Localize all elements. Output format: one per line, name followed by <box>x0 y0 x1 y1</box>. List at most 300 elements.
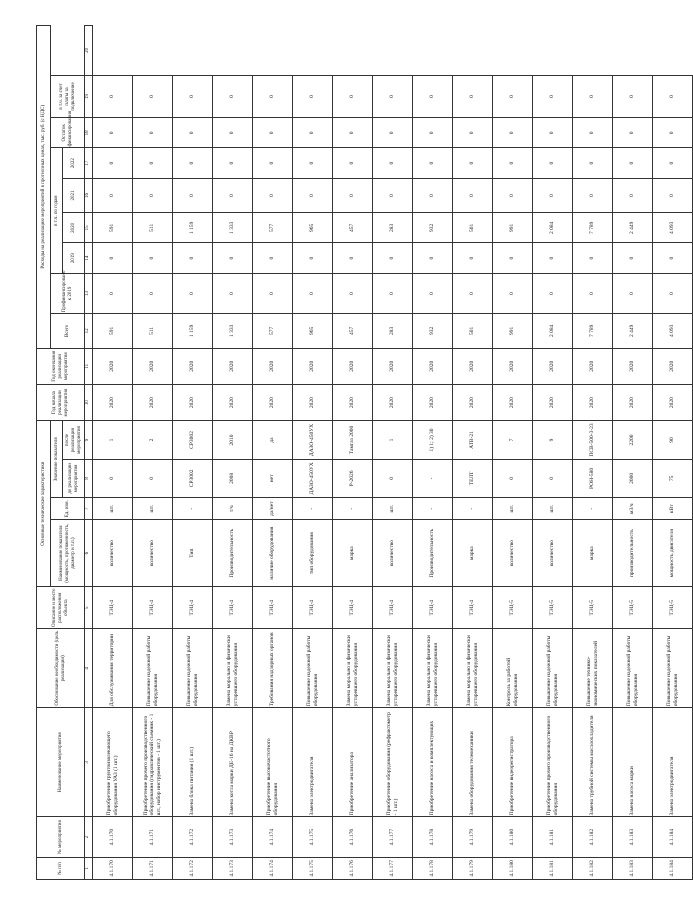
col-number: 5 <box>85 587 93 629</box>
row-remaining: 0 <box>613 118 653 148</box>
row-total: 501 <box>453 314 493 348</box>
row-before: CP3002 <box>173 459 213 497</box>
row-char-name: марка <box>573 520 613 587</box>
row-before: 2000 <box>613 459 653 497</box>
row-year-end: 2020 <box>453 348 493 384</box>
row-name: Замена котла марки ДЕ-16 на ДКВР <box>213 708 253 817</box>
row-remaining: 0 <box>333 118 373 148</box>
row-year-start: 2020 <box>653 384 693 420</box>
table-row <box>453 26 493 880</box>
row-incl: 0 <box>573 75 613 117</box>
row-name: Замена оборудования телемеханики <box>453 708 493 817</box>
row-code: 4.1.181 <box>533 817 573 857</box>
row-name: Замена электродвигателя <box>653 708 693 817</box>
row-2019: 0 <box>253 243 293 273</box>
row-year-start: 2020 <box>413 384 453 420</box>
row-2019: 0 <box>93 243 133 273</box>
row-2021: 0 <box>173 178 213 212</box>
table-row <box>253 26 293 880</box>
row-remaining: 0 <box>133 118 173 148</box>
row-2021: 0 <box>133 178 173 212</box>
row-object: ТЭЦ-4 <box>93 587 133 629</box>
table-row <box>493 26 533 880</box>
row-2020: 4 093 <box>653 213 693 243</box>
row-code: 4.1.176 <box>333 817 373 857</box>
row-remaining: 0 <box>173 118 213 148</box>
header-2021: 2021 <box>63 178 85 212</box>
row-year-end: 2020 <box>533 348 573 384</box>
row-remaining: 0 <box>253 118 293 148</box>
row-need: Контроль за работой оборудования <box>493 629 533 708</box>
header-object: Описание и место расположения объекта <box>37 587 85 629</box>
row-2022: 0 <box>653 148 693 178</box>
row-total: 591 <box>93 314 133 348</box>
row-name: Замена насоса марки <box>613 708 653 817</box>
column-number-row <box>85 26 93 880</box>
row-2022: 0 <box>213 148 253 178</box>
row-year-start: 2020 <box>133 384 173 420</box>
row-code: 4.1.174 <box>253 817 293 857</box>
row-2020: 591 <box>93 213 133 243</box>
row-char-name: количество <box>493 520 533 587</box>
row-remaining: 0 <box>413 118 453 148</box>
row-code: 4.1.182 <box>573 817 613 857</box>
row-total: 965 <box>293 314 333 348</box>
col-number: 4 <box>85 629 93 708</box>
row-need: Замена морально и физически устаревшего оборудования <box>213 629 253 708</box>
row-name: Приобретение анализатора <box>333 708 373 817</box>
row-2019: 0 <box>173 243 213 273</box>
row-year-start: 2020 <box>93 384 133 420</box>
row-total: 4 093 <box>653 314 693 348</box>
row-name: Замена трубной системы маслоохладителя <box>573 708 613 817</box>
row-remaining: 0 <box>493 118 533 148</box>
col-number: 20 <box>85 26 93 76</box>
row-need: Повышение надежной работы оборудования <box>133 629 173 708</box>
row-index: 4.1.170 <box>93 857 133 879</box>
col-number: 18 <box>85 118 93 148</box>
row-code: 4.1.184 <box>653 817 693 857</box>
row-2020: 1 159 <box>173 213 213 243</box>
row-2022: 0 <box>613 148 653 178</box>
table-row <box>333 26 373 880</box>
row-remaining: 0 <box>653 118 693 148</box>
header-unit: Ед. изм. <box>51 498 85 520</box>
row-unit: да/нет <box>253 498 293 520</box>
row-year-end: 2020 <box>653 348 693 384</box>
row-before: 0 <box>93 459 133 497</box>
row-2019: 0 <box>413 243 453 273</box>
row-incl: 0 <box>293 75 333 117</box>
row-char-name: Производительность <box>413 520 453 587</box>
row-unit: - <box>333 498 373 520</box>
row-char-name: количество <box>533 520 573 587</box>
row-financed: 0 <box>253 273 293 313</box>
row-year-end: 2020 <box>253 348 293 384</box>
row-object: ТЭЦ-4 <box>253 587 293 629</box>
row-name: Приобретение насоса и комплектующих <box>413 708 453 817</box>
row-2019: 0 <box>453 243 493 273</box>
row-total: 991 <box>493 314 533 348</box>
row-2022: 0 <box>373 148 413 178</box>
row-code: 4.1.183 <box>613 817 653 857</box>
row-2022: 0 <box>173 148 213 178</box>
row-year-start: 2020 <box>573 384 613 420</box>
row-2020: 991 <box>493 213 533 243</box>
row-remaining: 0 <box>93 118 133 148</box>
row-total: 932 <box>413 314 453 348</box>
row-after: 1) 1; 2) 30 <box>413 421 453 459</box>
row-remaining: 0 <box>213 118 253 148</box>
row-name: Приобретение прочего производственного оборудования <box>533 708 573 817</box>
col-number: 9 <box>85 421 93 459</box>
row-after: CP3002 <box>173 421 213 459</box>
row-2019: 0 <box>493 243 533 273</box>
row-index: 4.1.182 <box>573 857 613 879</box>
row-2021: 0 <box>493 178 533 212</box>
row-before: - <box>413 459 453 497</box>
row-unit: м3/ч <box>613 498 653 520</box>
header-year-start: Год начала реализации мероприятия <box>37 384 85 420</box>
header-after: после реализации мероприятия <box>63 421 85 459</box>
row-after: 1 <box>373 421 413 459</box>
row-unit: т/ч <box>213 498 253 520</box>
investment-program-table <box>36 25 693 880</box>
row-after: ПСВ-500-3-23 <box>573 421 613 459</box>
row-char-name: марка <box>333 520 373 587</box>
row-incl: 0 <box>253 75 293 117</box>
row-year-end: 2020 <box>493 348 533 384</box>
row-financed: 0 <box>653 273 693 313</box>
col-number: 11 <box>85 348 93 384</box>
row-name: Замена электродвигателя <box>293 708 333 817</box>
row-unit: шт. <box>93 498 133 520</box>
row-unit: - <box>173 498 213 520</box>
row-index: 4.1.173 <box>213 857 253 879</box>
row-2019: 0 <box>213 243 253 273</box>
row-need: Повышение надежной работы оборудования <box>533 629 573 708</box>
row-before: 0 <box>133 459 173 497</box>
row-name: Приобретение видеорегистратора <box>493 708 533 817</box>
header-2022: 2022 <box>63 148 85 178</box>
row-year-end: 2020 <box>133 348 173 384</box>
row-2022: 0 <box>493 148 533 178</box>
row-object: ТЭЦ-4 <box>173 587 213 629</box>
row-remaining: 0 <box>293 118 333 148</box>
row-incl: 0 <box>413 75 453 117</box>
row-code: 4.1.172 <box>173 817 213 857</box>
row-2021: 0 <box>333 178 373 212</box>
row-2021: 0 <box>453 178 493 212</box>
row-unit: шт. <box>533 498 573 520</box>
row-before: Р-2026 <box>333 459 373 497</box>
row-total: 2 084 <box>533 314 573 348</box>
row-index: 4.1.183 <box>613 857 653 879</box>
row-after: 2 <box>133 421 173 459</box>
row-char-name: Тип <box>173 520 213 587</box>
row-2019: 0 <box>133 243 173 273</box>
row-financed: 0 <box>93 273 133 313</box>
row-2019: 0 <box>333 243 373 273</box>
row-need: Повышение технико-экономических показателей <box>573 629 613 708</box>
row-before: 0 <box>373 459 413 497</box>
row-year-start: 2020 <box>253 384 293 420</box>
row-char-name: тип оборудования <box>293 520 333 587</box>
row-index: 4.1.174 <box>253 857 293 879</box>
row-financed: 0 <box>133 273 173 313</box>
row-need: Повышение надежной работы оборудования <box>613 629 653 708</box>
row-incl: 0 <box>333 75 373 117</box>
row-year-start: 2020 <box>453 384 493 420</box>
row-year-end: 2020 <box>93 348 133 384</box>
row-2021: 0 <box>573 178 613 212</box>
table-body <box>93 26 693 880</box>
row-year-end: 2020 <box>413 348 453 384</box>
row-financed: 0 <box>493 273 533 313</box>
row-code: 4.1.173 <box>213 817 253 857</box>
row-after: да <box>253 421 293 459</box>
row-2019: 0 <box>293 243 333 273</box>
row-year-start: 2020 <box>533 384 573 420</box>
row-index: 4.1.172 <box>173 857 213 879</box>
row-char-name: производительность <box>613 520 653 587</box>
row-incl: 0 <box>613 75 653 117</box>
row-financed: 0 <box>173 273 213 313</box>
row-object: ТЭЦ-4 <box>213 587 253 629</box>
row-char-name: марка <box>453 520 493 587</box>
row-char-name: мощность двигателя <box>653 520 693 587</box>
row-financed: 0 <box>613 273 653 313</box>
row-year-end: 2020 <box>613 348 653 384</box>
row-2021: 0 <box>253 178 293 212</box>
row-after: 9 <box>533 421 573 459</box>
row-financed: 0 <box>213 273 253 313</box>
row-year-start: 2020 <box>373 384 413 420</box>
row-before: нет <box>253 459 293 497</box>
row-object: ТЭЦ-5 <box>533 587 573 629</box>
row-unit: - <box>453 498 493 520</box>
row-year-start: 2020 <box>293 384 333 420</box>
row-object: ТЭЦ-4 <box>293 587 333 629</box>
row-2020: 932 <box>413 213 453 243</box>
row-2021: 0 <box>533 178 573 212</box>
row-index: 4.1.177 <box>373 857 413 879</box>
row-incl: 0 <box>373 75 413 117</box>
row-incl: 0 <box>93 75 133 117</box>
row-before: ДАЗО-450УХ <box>293 459 333 497</box>
row-object: ТЭЦ-5 <box>493 587 533 629</box>
row-need: Замена морально и физически устаревшего оборудования <box>333 629 373 708</box>
row-2021: 0 <box>653 178 693 212</box>
row-2020: 501 <box>453 213 493 243</box>
row-index: 4.1.180 <box>493 857 533 879</box>
row-before: 0 <box>533 459 573 497</box>
row-year-end: 2020 <box>373 348 413 384</box>
header-group-years: в т.ч. по годам <box>51 148 63 273</box>
header-group-tech: Основные технические характеристики <box>37 421 51 587</box>
row-unit: - <box>293 498 333 520</box>
row-financed: 0 <box>293 273 333 313</box>
row-total: 283 <box>373 314 413 348</box>
col-number: 8 <box>85 459 93 497</box>
col-number: 7 <box>85 498 93 520</box>
row-char-name: количество <box>93 520 133 587</box>
row-after: 2200 <box>613 421 653 459</box>
row-financed: 0 <box>453 273 493 313</box>
row-2022: 0 <box>413 148 453 178</box>
table-row <box>653 26 693 880</box>
row-incl: 0 <box>653 75 693 117</box>
row-total: 7 789 <box>573 314 613 348</box>
row-2021: 0 <box>93 178 133 212</box>
row-object: ТЭЦ-4 <box>373 587 413 629</box>
row-name: Приобретение высокочастотного оборудования <box>253 708 293 817</box>
row-2020: 2 449 <box>613 213 653 243</box>
row-year-start: 2020 <box>493 384 533 420</box>
row-code: 4.1.175 <box>293 817 333 857</box>
row-2020: 577 <box>253 213 293 243</box>
header-incl: в т.ч. за счет платы за подключение <box>51 75 85 117</box>
row-2021: 0 <box>293 178 333 212</box>
row-2022: 0 <box>293 148 333 178</box>
row-incl: 0 <box>493 75 533 117</box>
row-financed: 0 <box>333 273 373 313</box>
header-char-name: Наименование показателя (мощность, протяженность, диаметр и т.п.) <box>51 520 85 587</box>
table-row <box>373 26 413 880</box>
col-number: 19 <box>85 75 93 117</box>
col-number: 12 <box>85 314 93 348</box>
row-index: 4.1.181 <box>533 857 573 879</box>
rotated-table-container <box>36 25 679 880</box>
row-before: 75 <box>653 459 693 497</box>
row-2020: 283 <box>373 213 413 243</box>
row-year-end: 2020 <box>213 348 253 384</box>
row-year-end: 2020 <box>173 348 213 384</box>
row-remaining: 0 <box>453 118 493 148</box>
col-number: 3 <box>85 708 93 817</box>
table-row <box>173 26 213 880</box>
table-row <box>133 26 173 880</box>
row-object: ТЭЦ-5 <box>573 587 613 629</box>
row-2021: 0 <box>373 178 413 212</box>
row-2019: 0 <box>373 243 413 273</box>
header-financed: Профинансировано к 2019 <box>51 273 85 313</box>
row-char-name: Производительность <box>213 520 253 587</box>
row-code: 4.1.177 <box>373 817 413 857</box>
row-index: 4.1.171 <box>133 857 173 879</box>
row-object: ТЭЦ-4 <box>333 587 373 629</box>
row-char-name: количество <box>133 520 173 587</box>
row-financed: 0 <box>373 273 413 313</box>
col-number: 10 <box>85 384 93 420</box>
row-incl: 0 <box>453 75 493 117</box>
row-after: АТВ-21 <box>453 421 493 459</box>
row-code: 4.1.179 <box>453 817 493 857</box>
row-index: 4.1.178 <box>413 857 453 879</box>
row-need: Требования надзорных органов <box>253 629 293 708</box>
row-financed: 0 <box>533 273 573 313</box>
header-year-end: Год окончания реализации мероприятия <box>37 348 85 384</box>
row-remaining: 0 <box>533 118 573 148</box>
row-object: ТЭЦ-4 <box>453 587 493 629</box>
row-need: Повышение надежной работы оборудования <box>173 629 213 708</box>
row-after: Тамгаз 2000 <box>333 421 373 459</box>
row-total: 1 159 <box>173 314 213 348</box>
row-code: 4.1.171 <box>133 817 173 857</box>
row-after: ДАЗО-450УХ <box>293 421 333 459</box>
header-group-values: Значение показателя <box>51 421 63 498</box>
row-2019: 0 <box>613 243 653 273</box>
table-row <box>533 26 573 880</box>
col-number: 1 <box>85 857 93 879</box>
row-char-name: наличие оборудования <box>253 520 293 587</box>
header-num: № п/п <box>37 857 85 879</box>
table-row <box>293 26 333 880</box>
header-2019: 2019 <box>63 243 85 273</box>
row-need: Повышение надежной работы оборудования <box>293 629 333 708</box>
row-need: Повышение надежной работы оборудования <box>653 629 693 708</box>
row-2020: 2 084 <box>533 213 573 243</box>
row-name: Приобретение оборудования (рефрактометр - 1 шт.) <box>373 708 413 817</box>
row-2022: 0 <box>533 148 573 178</box>
row-remaining: 0 <box>573 118 613 148</box>
table-row <box>413 26 453 880</box>
row-total: 457 <box>333 314 373 348</box>
row-incl: 0 <box>173 75 213 117</box>
row-2022: 0 <box>333 148 373 178</box>
row-year-start: 2020 <box>333 384 373 420</box>
row-unit: шт. <box>373 498 413 520</box>
row-object: ТЭЦ-4 <box>413 587 453 629</box>
row-object: ТЭЦ-4 <box>133 587 173 629</box>
row-2019: 0 <box>533 243 573 273</box>
row-2019: 0 <box>653 243 693 273</box>
header-name: Наименование мероприятия <box>37 708 85 817</box>
row-need: Замена морально и физически устаревшего оборудования <box>413 629 453 708</box>
row-after: 90 <box>653 421 693 459</box>
row-year-start: 2020 <box>613 384 653 420</box>
header-code: № мероприятия <box>37 817 85 857</box>
row-2020: 511 <box>133 213 173 243</box>
row-index: 4.1.175 <box>293 857 333 879</box>
row-before: ТЕЛТ <box>453 459 493 497</box>
row-2022: 0 <box>573 148 613 178</box>
row-total: 577 <box>253 314 293 348</box>
row-before: РОН-580 <box>573 459 613 497</box>
row-need: Для обслуживания территории <box>93 629 133 708</box>
row-year-start: 2020 <box>173 384 213 420</box>
row-year-end: 2020 <box>333 348 373 384</box>
row-incl: 0 <box>213 75 253 117</box>
col-number: 16 <box>85 178 93 212</box>
row-total: 1 333 <box>213 314 253 348</box>
row-index: 4.1.179 <box>453 857 493 879</box>
table-row <box>93 26 133 880</box>
header-total: Всего <box>51 314 85 348</box>
row-2020: 7 789 <box>573 213 613 243</box>
row-after: 7 <box>493 421 533 459</box>
row-unit: - <box>573 498 613 520</box>
row-name: Замена блока питания (1 шт.) <box>173 708 213 817</box>
row-index: 4.1.176 <box>333 857 373 879</box>
row-2021: 0 <box>613 178 653 212</box>
row-year-start: 2020 <box>213 384 253 420</box>
header-before: до реализации мероприятия <box>63 459 85 497</box>
row-char-name: количество <box>373 520 413 587</box>
row-need: Замена морально и физически устаревшего оборудования <box>373 629 413 708</box>
row-2022: 0 <box>453 148 493 178</box>
row-2020: 1 333 <box>213 213 253 243</box>
